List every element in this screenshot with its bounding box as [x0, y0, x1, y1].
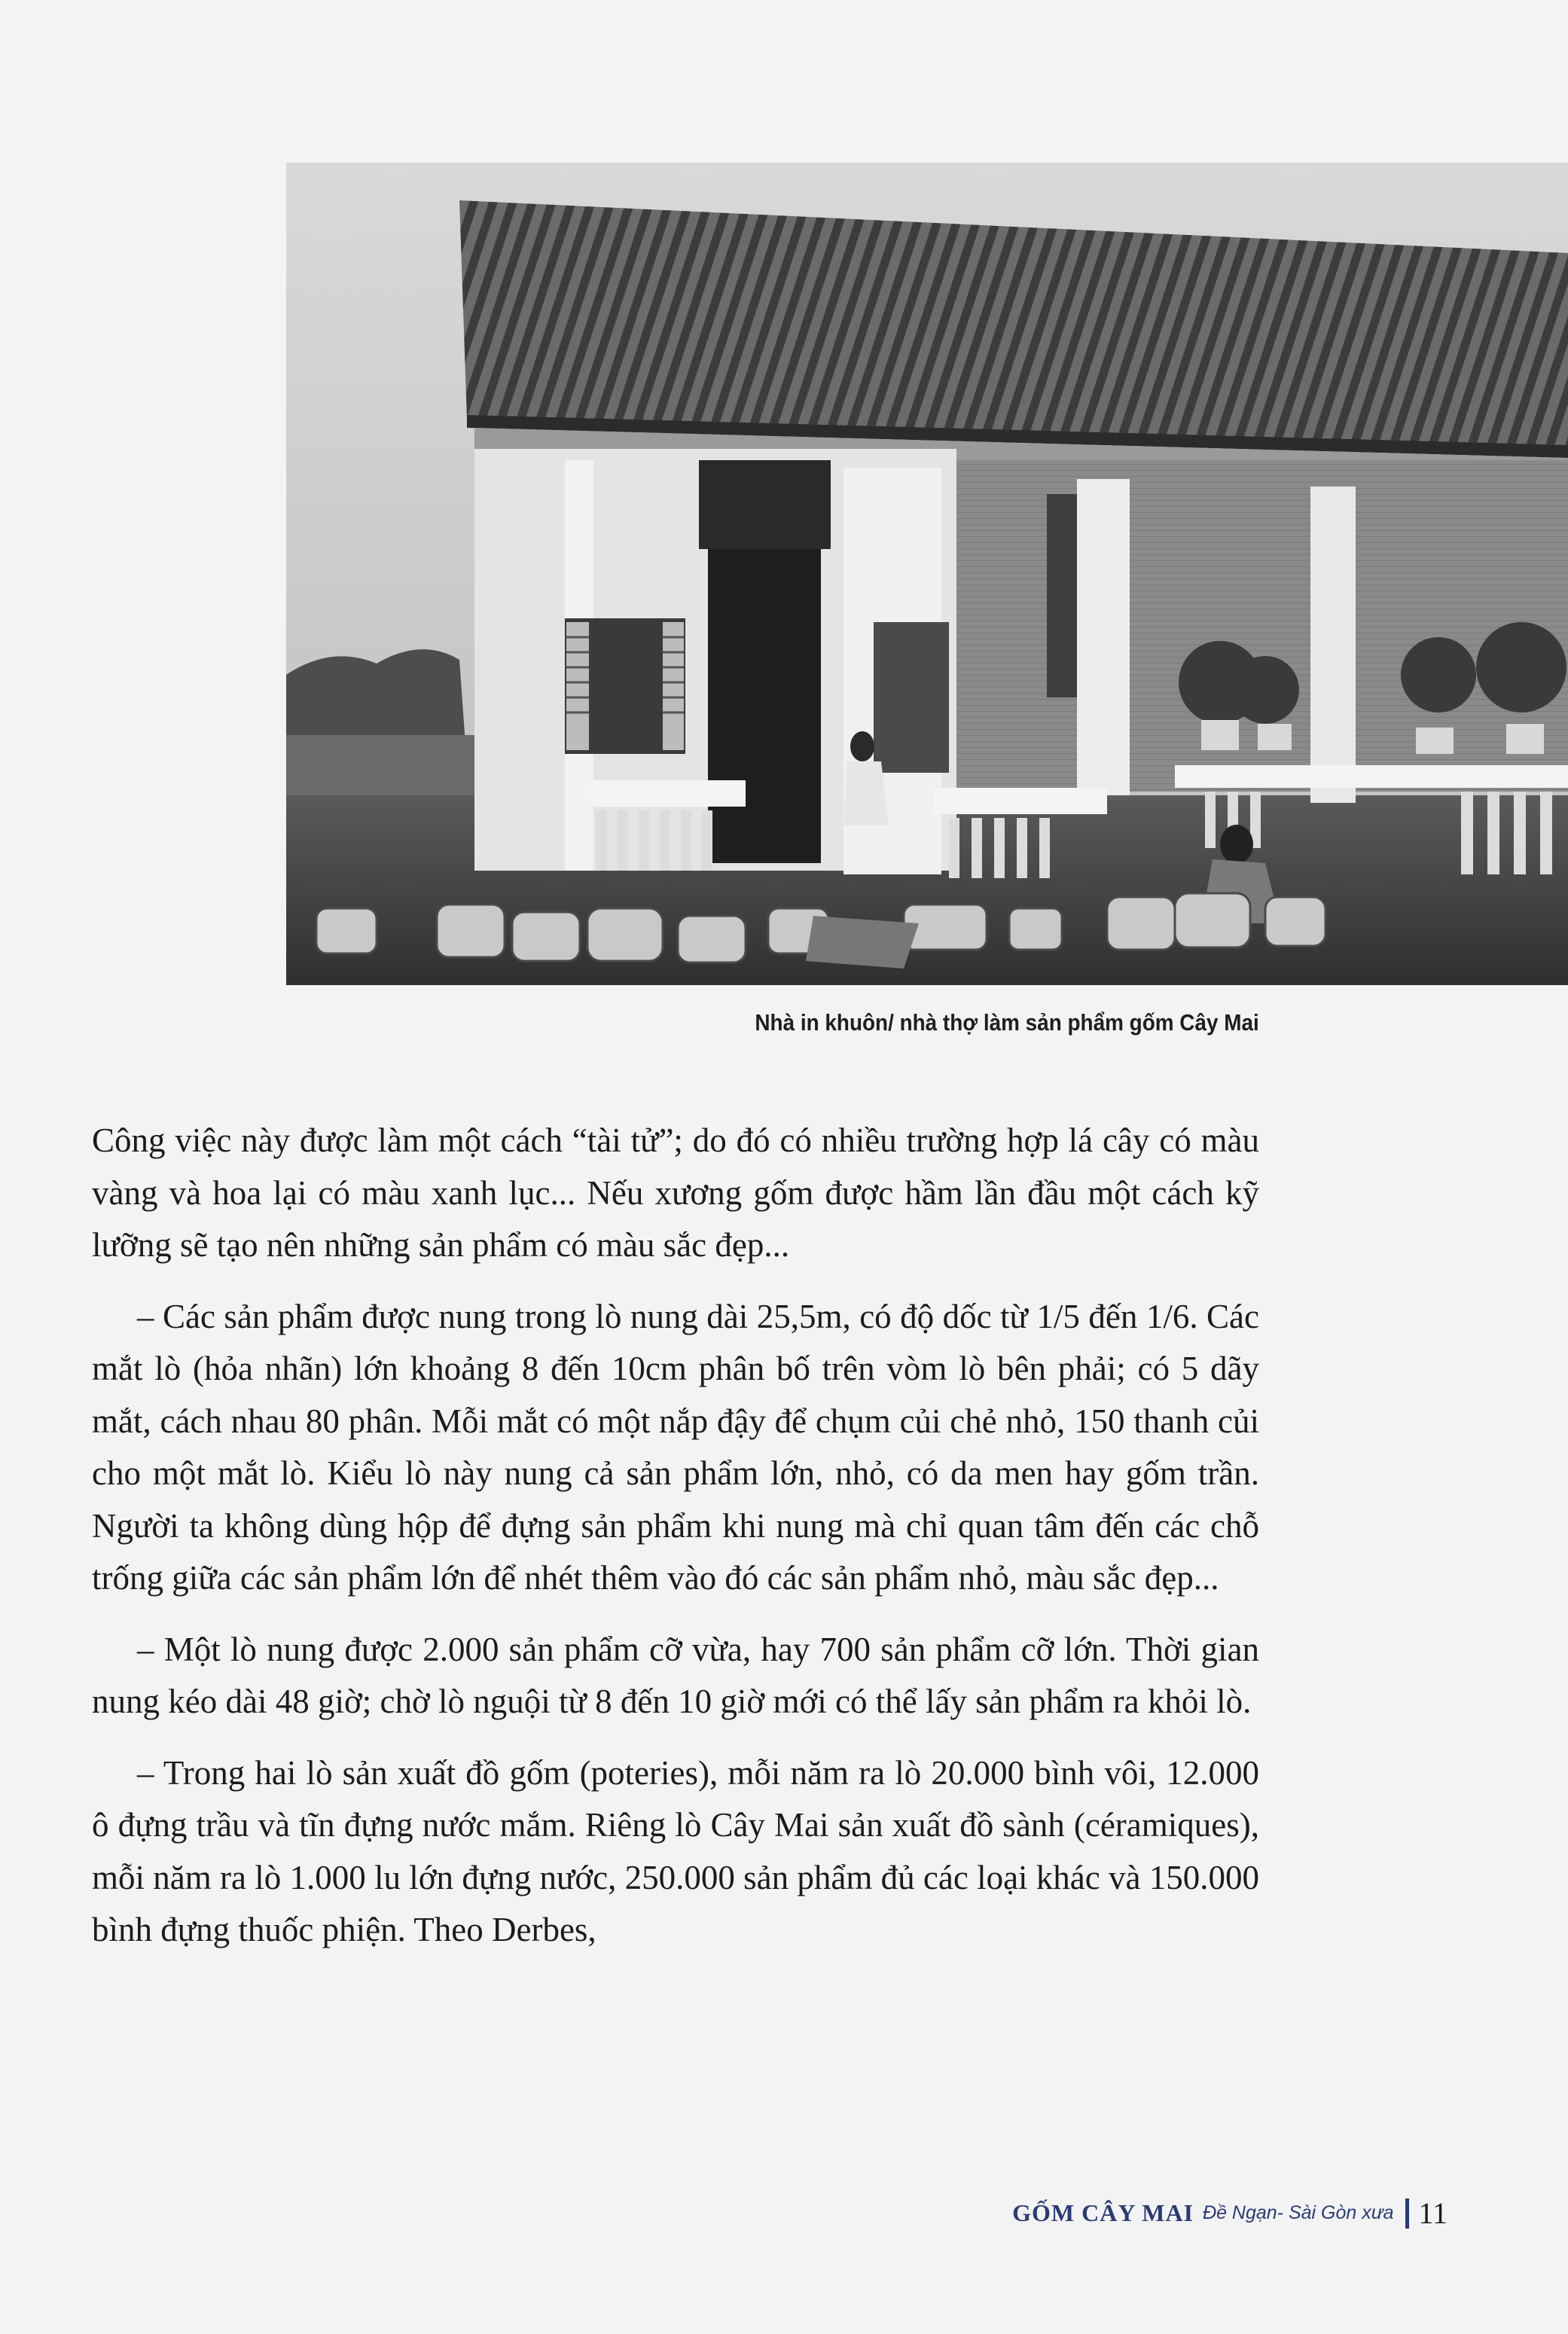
paragraph: – Một lò nung được 2.000 sản phẩm cỡ vừa, hay 700 sản phẩm cỡ lớn. Thời gian nung kéo dài 48 giờ; chờ lò nguội từ 8 đến 10 giờ mới có thể lấy sản phẩm ra khỏi lò. — [92, 1630, 1259, 1720]
house-photo — [286, 163, 1568, 985]
page-number: 11 — [1418, 2196, 1448, 2230]
paragraph: Công việc này được làm một cách “tài tử”; do đó có nhiều trường hợp lá cây có màu vàng và hoa lại có màu xanh lục... Nếu xương gốm được hầm lần đầu một cách kỹ lưỡng sẽ tạo nên những sản phẩm có màu sắc đẹp... — [92, 1121, 1259, 1264]
photo-caption: Nhà in khuôn/ nhà thợ làm sản phẩm gốm Cây Mai — [755, 1009, 1259, 1036]
paragraph: – Các sản phẩm được nung trong lò nung dài 25,5m, có độ dốc từ 1/5 đến 1/6. Các mắt lò (hỏa nhãn) lớn khoảng 8 đến 10cm phân bố trên vòm lò bên phải; có 5 dãy mắt, cách nhau 80 phân. Mỗi mắt có một nắp đậy để chụm củi chẻ nhỏ, 150 thanh củi cho một mắt lò. Kiểu lò này nung cả sản phẩm lớn, nhỏ, có da men hay gốm trần. Người ta không dùng hộp để đựng sản phẩm khi nung mà chỉ quan tâm đến các chỗ trống giữa các sản phẩm lớn để nhét thêm vào đó các sản phẩm nhỏ, màu sắc đẹp... — [92, 1297, 1259, 1597]
old-house-photo-icon — [286, 163, 1568, 985]
footer-divider — [1405, 2198, 1409, 2229]
book-subtitle: Đề Ngạn- Sài Gòn xưa — [1203, 2202, 1394, 2223]
book-title: GỐM CÂY MAI — [1012, 2199, 1194, 2226]
body-text — [92, 1115, 1259, 1976]
paragraph: – Trong hai lò sản xuất đồ gốm (poteries), mỗi năm ra lò 20.000 bình vôi, 12.000 ô đựng trầu và tĩn đựng nước mắm. Riêng lò Cây Mai sản xuất đồ sành (céramiques), mỗi năm ra lò 1.000 lu lớn đựng nước, 250.000 sản phẩm đủ các loại khác và 150.000 bình đựng thuốc phiện. Theo Derbes, — [92, 1753, 1259, 1948]
running-footer — [1012, 2195, 1448, 2231]
